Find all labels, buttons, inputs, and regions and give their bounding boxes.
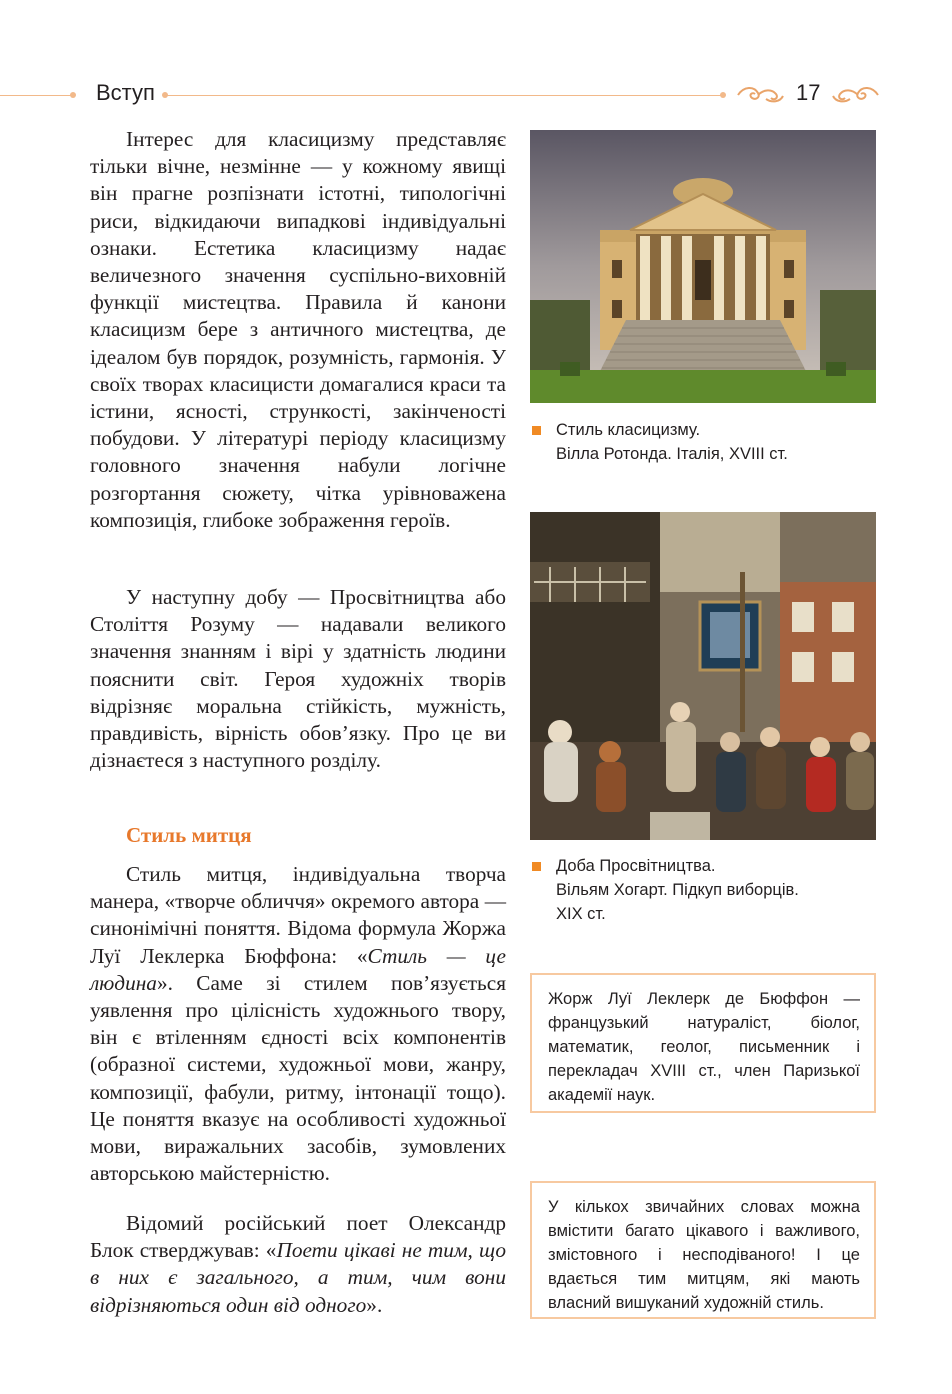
box-text: У кількох звичайних словах можна вмістити багато цікавого і важливого, змістовного і несподіваного! І це вдається тим митцям, які мають власний вишуканий художній стиль. xyxy=(548,1198,860,1312)
paragraph-text xyxy=(90,861,506,1187)
paragraph-classicism xyxy=(90,126,506,534)
section-name: Вступ xyxy=(96,80,155,105)
paragraph-style xyxy=(90,861,506,1187)
paragraph-text: Інтерес для класицизму представляє тільки вічне, незмінне — у кожному явищі він прагне розпізнати істотні, типологічні риси, відкидаючи випадкові індивідуальні ознаки. Естетика класицизму надає величезного значення суспільно-виховній функції мистецтва. Правила й канони класицизм бере з античного мистецтва, де ідеалом був порядок, розумність, гармонія. У своїх творах класицисти домагалися краси та істини, ясності, стрункості, закінченості побудови. У літературі періоду класицизму головного значення набули логічне розгортання сюжету, чітка урівноважена композиція, глибоке зображення героїв. xyxy=(90,127,506,532)
caption-villa xyxy=(556,418,788,466)
text-run: ». xyxy=(366,1292,383,1317)
caption-bullet-icon xyxy=(532,426,541,435)
italic-quote: Стиль — це людина xyxy=(90,943,506,995)
header-rule-left xyxy=(0,95,72,96)
buffon-info-box xyxy=(530,973,876,1113)
ornament-right-icon xyxy=(832,84,880,106)
caption-line: Вілла Ротонда. Італія, XVIII ст. xyxy=(556,445,788,463)
caption-line: XIX ст. xyxy=(556,905,606,923)
text-run: Стиль митця, індивідуальна творча манера, «творче обличчя» окремого автора — синонімічні поняття. Відома формула Жоржа Луї Леклерка Бюффона: « xyxy=(90,862,506,968)
hogarth-painting xyxy=(530,512,876,840)
caption-hogarth xyxy=(556,854,799,926)
paragraph-blok xyxy=(90,1210,506,1319)
caption-line: Вільям Хогарт. Підкуп виборців. xyxy=(556,881,799,899)
page-number: 17 xyxy=(796,80,821,105)
paragraph-text xyxy=(90,1210,506,1319)
villa-rotonda-photo xyxy=(530,130,876,403)
header-rule-middle xyxy=(166,95,722,96)
ornament-left-icon xyxy=(736,84,784,106)
caption-bullet-icon xyxy=(532,862,541,871)
text-run: Відомий російський поет Олександр Блок стверджував: « xyxy=(90,1211,506,1263)
header-rule-dot xyxy=(720,92,726,98)
caption-line: Стиль класицизму. xyxy=(556,421,701,439)
paragraph-text: У наступну добу — Просвітництва або Століття Розуму — надавали великого значення знанням і вірі у здатність людини пояснити світ. Героя художніх творів відрізняє моральна стійкість, мужність, правдивість, вірність обов’язку. Про це ви дізнаєтеся з наступного розділу. xyxy=(90,585,506,773)
style-note-box xyxy=(530,1181,876,1319)
caption-line: Доба Просвітництва. xyxy=(556,857,716,875)
box-text: Жорж Луї Леклерк де Бюффон — французький натураліст, біолог, математик, геолог, письменник і перекладач XVIII ст., член Паризької академії наук. xyxy=(548,990,860,1104)
header-rule-dot xyxy=(70,92,76,98)
text-run: ». Саме зі стилем пов’язується уявлення про цілісність художнього твору, він є втіленням єдності всіх компонентів (образної системи, художньої мови, жанру, композиції, фабули, ритму, інтонації тощо). Це поняття вказує на особливості художньої мови, виражальних засобів, зумовлених авторською майстерністю. xyxy=(90,970,506,1186)
section-heading: Стиль митця xyxy=(126,823,252,847)
italic-quote: Поети цікаві не тим, що в них є загального, а тим, чим вони відрізняються один від одного xyxy=(90,1238,507,1317)
paragraph-enlightenment xyxy=(90,584,506,774)
